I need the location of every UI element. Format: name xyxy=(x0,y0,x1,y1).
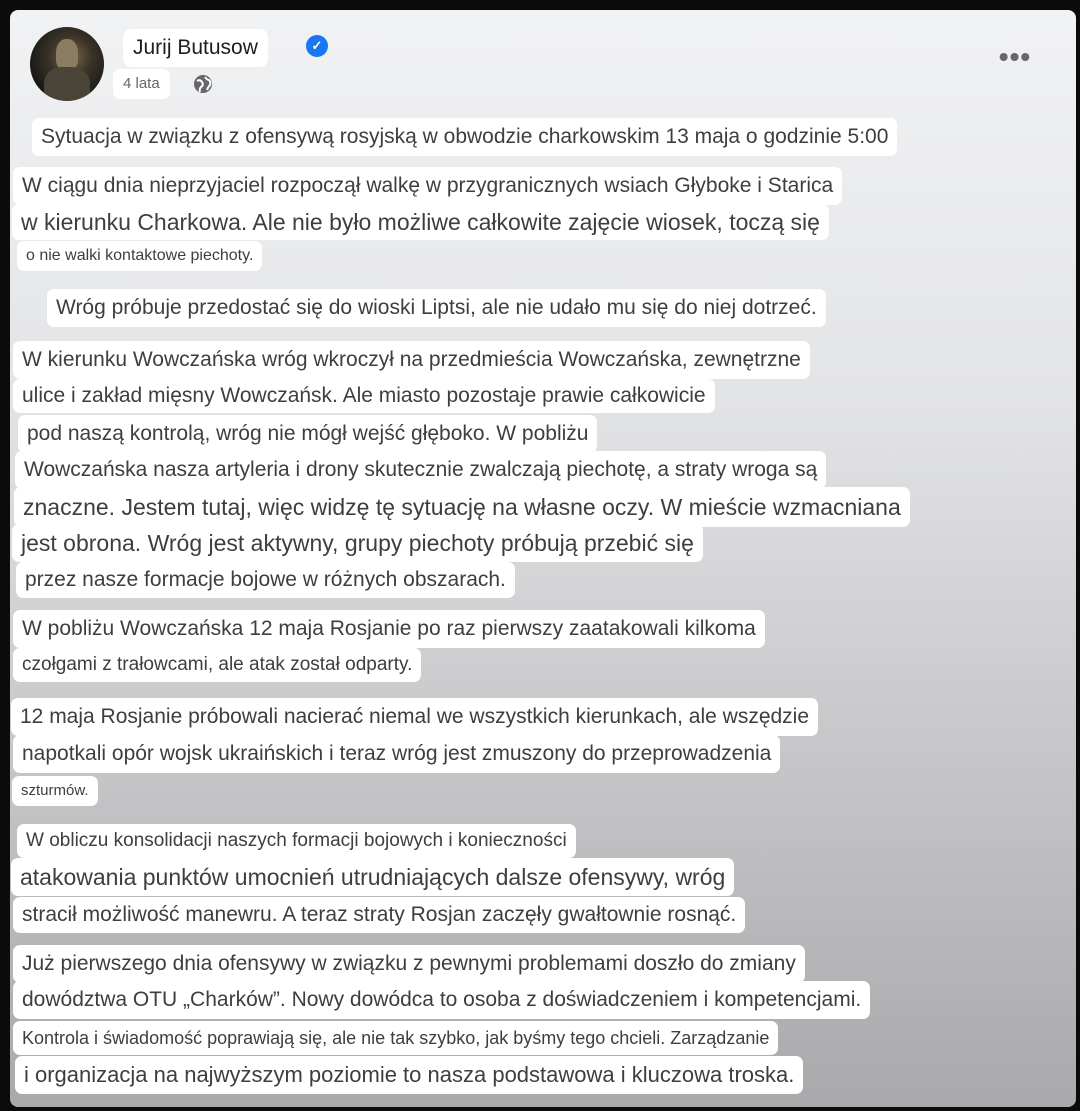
post-text-line: W ciągu dnia nieprzyjaciel rozpoczął walkę w przygranicznych wsiach Głyboke i Starica xyxy=(13,167,842,205)
more-options-button[interactable]: ••• xyxy=(998,41,1032,72)
post-heading-line: Sytuacja w związku z ofensywą rosyjską w obwodzie charkowskim 13 maja o godzinie 5:00 xyxy=(32,118,897,156)
post-text-line: jest obrona. Wróg jest aktywny, grupy piechoty próbują przebić się xyxy=(12,524,703,562)
post-text-line: dowództwa OTU „Charków”. Nowy dowódca to osoba z doświadczeniem i kompetencjami. xyxy=(13,981,870,1019)
globe-icon[interactable] xyxy=(192,73,214,95)
post-text-line: znaczne. Jestem tutaj, więc widzę tę sytuację na własne oczy. W mieście wzmacniana xyxy=(14,487,910,527)
verified-badge-icon: ✓ xyxy=(306,35,328,57)
post-text-line: Już pierwszego dnia ofensywy w związku z pewnymi problemami doszło do zmiany xyxy=(13,945,805,983)
post-text-line: atakowania punktów umocnień utrudniających dalsze ofensywy, wróg xyxy=(11,858,734,896)
post-text-line: przez nasze formacje bojowe w różnych obszarach. xyxy=(16,562,515,598)
post-text-line: szturmów. xyxy=(12,776,98,806)
post-text-line: stracił możliwość manewru. A teraz straty Rosjan zaczęły gwałtownie rosnąć. xyxy=(13,897,745,933)
post-text-line: i organizacja na najwyższym poziomie to nasza podstawowa i kluczowa troska. xyxy=(15,1056,803,1094)
post-text-line: napotkali opór wojsk ukraińskich i teraz wróg jest zmuszony do przeprowadzenia xyxy=(13,735,780,773)
post-text-line: o nie walki kontaktowe piechoty. xyxy=(17,241,262,271)
author-name-link[interactable]: Jurij Butusow xyxy=(123,29,268,67)
post-text-line: Kontrola i świadomość poprawiają się, ale nie tak szybko, jak byśmy tego chcieli. Zarządzanie xyxy=(13,1021,778,1055)
post-text-line: ulice i zakład mięsny Wowczańsk. Ale miasto pozostaje prawie całkowicie xyxy=(13,379,715,413)
author-avatar[interactable] xyxy=(30,27,104,101)
post-text-line: pod naszą kontrolą, wróg nie mógł wejść głęboko. W pobliżu xyxy=(18,415,597,453)
post-text-line: czołgami z trałowcami, ale atak został odparty. xyxy=(13,648,421,682)
post-timestamp[interactable]: 4 lata xyxy=(113,69,170,99)
post-text-line: W obliczu konsolidacji naszych formacji bojowych i konieczności xyxy=(17,824,576,858)
post-text-line: 12 maja Rosjanie próbowali nacierać niemal we wszystkich kierunkach, ale wszędzie xyxy=(11,698,818,736)
post-text-line: w kierunku Charkowa. Ale nie było możliwe całkowite zajęcie wiosek, toczą się xyxy=(12,204,829,240)
post-text-line: W kierunku Wowczańska wróg wkroczył na przedmieścia Wowczańska, zewnętrzne xyxy=(13,341,810,379)
post-text-line: W pobliżu Wowczańska 12 maja Rosjanie po raz pierwszy zaatakowali kilkoma xyxy=(13,610,765,648)
facebook-post xyxy=(10,10,1076,1107)
post-text-line: Wowczańska nasza artyleria i drony skutecznie zwalczają piechotę, a straty wroga są xyxy=(15,451,826,489)
post-text-line: Wróg próbuje przedostać się do wioski Liptsi, ale nie udało mu się do niej dotrzeć. xyxy=(47,289,826,327)
